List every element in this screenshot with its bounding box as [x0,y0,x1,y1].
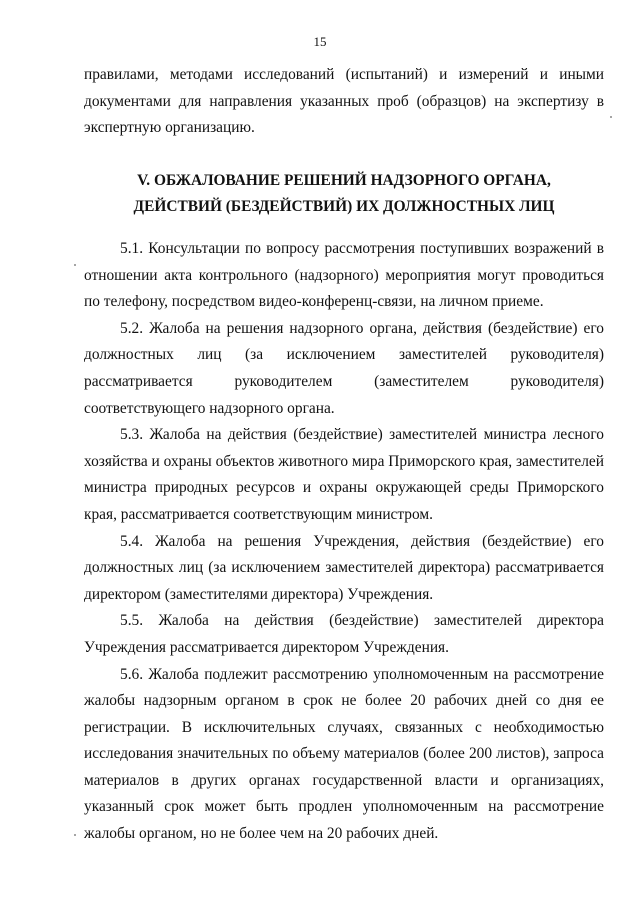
section-heading [84,168,604,220]
paragraph-5-4: 5.4. Жалоба на решения Учреждения, действия (бездействие) его должностных лиц (за исключением заместителей директора) рассматривается директором (заместителями директора) Учреждения. [84,532,604,603]
section-body [84,236,604,848]
scan-speck [74,834,76,836]
intro-text: правилами, методами исследований (испытаний) и измерений и иными документами для направления указанных проб (образцов) на экспертизу в экспертную организацию. [84,66,604,137]
scan-speck [610,116,612,118]
paragraph-5-1: 5.1. Консультации по вопросу рассмотрения поступивших возражений в отношении акта контрольного (надзорного) мероприятия могут проводиться по телефону, посредством видео-конференц-связи, на личном приеме. [84,240,604,311]
section-heading-line-1: V. ОБЖАЛОВАНИЕ РЕШЕНИЙ НАДЗОРНОГО ОРГАНА, [137,172,551,189]
paragraph-5-3: 5.3. Жалоба на действия (бездействие) заместителей министра лесного хозяйства и охраны объектов животного мира Приморского края, заместителей министра природных ресурсов и охраны окружающей среды Приморского края, рассматривается соответствующим министром. [84,426,604,523]
scan-speck [74,264,76,266]
section-heading-line-2: ДЕЙСТВИЙ (БЕЗДЕЙСТВИЙ) ИХ ДОЛЖНОСТНЫХ ЛИЦ [133,198,555,215]
paragraph-5-6: 5.6. Жалоба подлежит рассмотрению уполномоченным на рассмотрение жалобы надзорным органом в срок не более 20 рабочих дней со дня ее регистрации. В исключительных случаях, связанных с необходимостью исследования значительных по объему материалов (более 200 листов), запроса материалов в других органах государственной власти и организациях, указанный срок может быть продлен уполномоченным на рассмотрение жалобы органом, но не более чем на 20 рабочих дней. [84,665,604,843]
paragraph-5-5: 5.5. Жалоба на действия (бездействие) заместителей директора Учреждения рассматривается директором Учреждения. [84,612,604,656]
page-number: 15 [313,34,327,49]
intro-paragraph [84,62,604,142]
paragraph-5-2: 5.2. Жалоба на решения надзорного органа, действия (бездействие) его должностных лиц (за исключением заместителей руководителя) рассматривается руководителем (заместителем руководителя) соответствующего надзорного органа. [84,319,604,417]
